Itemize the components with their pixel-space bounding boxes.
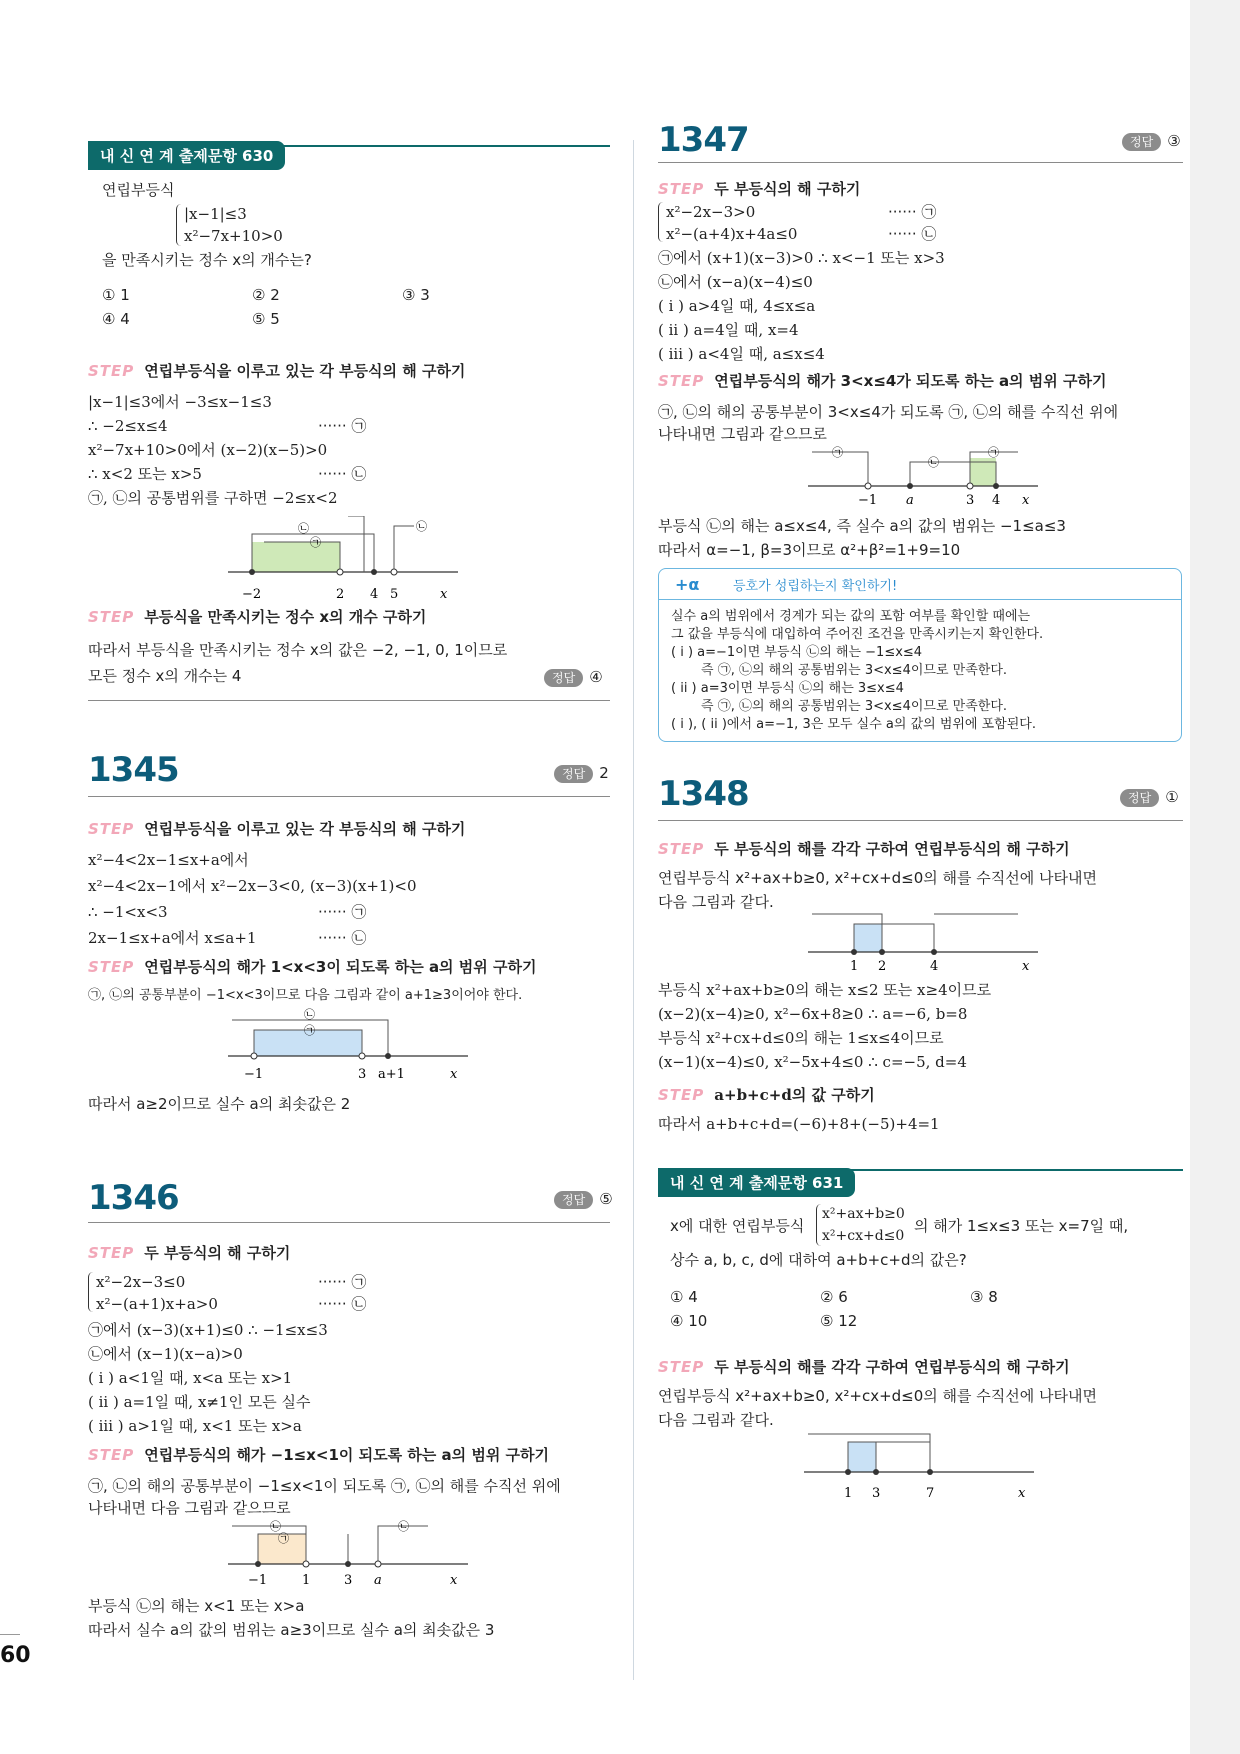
step-a-heading <box>88 818 465 839</box>
solution-region <box>252 542 340 572</box>
open-point <box>967 483 973 489</box>
answer-value: 2 <box>599 764 609 782</box>
section-rule <box>658 162 1183 163</box>
option-2: ② 2 <box>252 286 280 304</box>
number-line-diagram <box>228 1520 468 1574</box>
solution-line: ( iii ) a>1일 때, x<1 또는 x>a <box>88 1417 302 1435</box>
step-a-heading <box>88 360 465 381</box>
tick-label: 2 <box>878 959 887 974</box>
open-point <box>375 1561 381 1567</box>
mark-label: ······ ㉠ <box>888 203 937 221</box>
solution-line: 부등식 x²+ax+b≥0의 해는 x≤2 또는 x≥4이므로 <box>658 981 992 999</box>
problem-question: 을 만족시키는 정수 x의 개수는? <box>102 251 312 269</box>
solution-line: 다음 그림과 같다. <box>658 1411 774 1429</box>
answer-tag: 정답 <box>554 765 593 783</box>
answer-badge <box>544 668 603 687</box>
problem-question: x에 대한 연립부등식 <box>670 1217 805 1235</box>
step-a-heading <box>658 838 1070 859</box>
answer-tag: 정답 <box>1122 133 1161 151</box>
mark-label: ······ ㉡ <box>888 225 937 243</box>
step-title: 연립부등식을 이루고 있는 각 부등식의 해 구하기 <box>144 820 466 838</box>
tip-title: 등호가 성립하는지 확인하기! <box>733 579 898 594</box>
tick-label: x <box>1022 493 1030 508</box>
tick-label: −1 <box>244 1067 264 1082</box>
step-badge: STEP <box>658 372 705 390</box>
answer-tag: 정답 <box>554 1191 593 1209</box>
solution-line: ㉠에서 (x+1)(x−3)>0 ∴ x<−1 또는 x>3 <box>658 249 945 267</box>
open-point <box>337 569 343 575</box>
section-rule <box>88 1222 610 1223</box>
mark-label: ······ ㉡ <box>318 929 367 947</box>
tick-label: −1 <box>248 1573 268 1588</box>
closed-point <box>879 949 885 955</box>
closed-point <box>255 1561 261 1567</box>
option-3: ③ 8 <box>970 1288 998 1306</box>
tick-label: x <box>450 1573 458 1588</box>
step-title: a+b+c+d의 값 구하기 <box>714 1086 875 1104</box>
solution-line: ( iii ) a<4일 때, a≤x≤4 <box>658 345 825 363</box>
number-line-diagram <box>808 908 1038 960</box>
open-point <box>359 1053 365 1059</box>
solution-line: 다음 그림과 같다. <box>658 893 774 911</box>
conclusion-line: 따라서 실수 a의 값의 범위는 a≥3이므로 실수 a의 최솟값은 3 <box>88 1621 495 1639</box>
number-line-diagram <box>228 1008 468 1066</box>
option-1: ① 1 <box>102 286 130 304</box>
step-title: 두 부등식의 해 구하기 <box>144 1244 291 1262</box>
naesin-630-label: 내 신 연 계 출제문항 630 <box>88 141 285 170</box>
solution-line: ( ii ) a=1일 때, x≠1인 모든 실수 <box>88 1393 311 1411</box>
tip-line: 실수 a의 범위에서 경계가 되는 값의 포함 여부를 확인할 때에는 <box>671 609 1031 624</box>
section-rule <box>88 796 610 797</box>
answer-tag: 정답 <box>544 669 583 687</box>
option-4: ④ 4 <box>102 310 130 328</box>
step-badge: STEP <box>88 608 135 626</box>
region-label: ㉡ <box>928 456 939 469</box>
region-label: ㉠ <box>310 536 321 549</box>
option-5: ⑤ 12 <box>820 1312 858 1330</box>
conclusion-line: 따라서 부등식을 만족시키는 정수 x의 값은 −2, −1, 0, 1이므로 <box>88 641 508 659</box>
naesin-630-rule <box>278 145 610 147</box>
solution-line: x²−7x+10>0에서 (x−2)(x−5)>0 <box>88 441 328 459</box>
solution-line: ( ii ) a=4일 때, x=4 <box>658 321 799 339</box>
solution-line: 나타내면 다음 그림과 같으므로 <box>88 1499 291 1517</box>
region-label: ㉡ <box>304 1008 315 1021</box>
inequality-2: x²−(a+1)x+a>0 <box>96 1295 218 1313</box>
section-rule <box>658 820 1183 821</box>
step-badge: STEP <box>88 1244 135 1262</box>
problem-number: 1346 <box>88 1178 179 1218</box>
region-label: ㉡ <box>298 522 309 535</box>
region-label: ㉠ <box>278 1532 289 1545</box>
solution-line: x²−4<2x−1에서 x²−2x−3<0, (x−3)(x+1)<0 <box>88 877 417 895</box>
problem-question: 의 해가 1≤x≤3 또는 x=7일 때, <box>914 1217 1129 1235</box>
tip-header <box>659 569 1181 600</box>
inequality-1: x²−2x−3≤0 <box>96 1273 186 1291</box>
tip-box <box>658 568 1182 742</box>
number-line-ticks <box>228 584 458 604</box>
solution-line: 연립부등식 x²+ax+b≥0, x²+cx+d≤0의 해를 수직선에 나타내면 <box>658 1387 1097 1405</box>
number-line-ticks <box>228 1570 468 1590</box>
page-edge <box>1190 0 1240 1754</box>
answer-value: ④ <box>589 668 603 686</box>
solution-line: 부등식 x²+cx+d≤0의 해는 1≤x≤4이므로 <box>658 1029 944 1047</box>
closed-point <box>371 569 377 575</box>
region-label: ㉡ <box>416 520 427 533</box>
tick-label: 1 <box>302 1573 311 1588</box>
number-line-diagram <box>228 516 458 586</box>
closed-point <box>385 1053 391 1059</box>
step-title: 연립부등식의 해가 −1≤x<1이 되도록 하는 a의 범위 구하기 <box>144 1446 550 1464</box>
solution-line: ㉠에서 (x−3)(x+1)≤0 ∴ −1≤x≤3 <box>88 1321 328 1339</box>
option-2: ② 6 <box>820 1288 848 1306</box>
solution-line: ( i ) a<1일 때, x<a 또는 x>1 <box>88 1369 293 1387</box>
step-badge: STEP <box>88 958 135 976</box>
solution-line: 나타내면 그림과 같으므로 <box>658 425 827 443</box>
number-line-ticks <box>804 1484 1034 1500</box>
conclusion-line: 따라서 α=−1, β=3이므로 α²+β²=1+9=10 <box>658 541 961 559</box>
tick-label: 3 <box>966 493 975 508</box>
solution-line: |x−1|≤3에서 −3≤x−1≤3 <box>88 393 272 411</box>
conclusion-line: 모든 정수 x의 개수는 4 <box>88 667 242 685</box>
inequality-2: x²+cx+d≤0 <box>822 1228 905 1244</box>
tick-label: 3 <box>358 1067 367 1082</box>
problem-number: 1345 <box>88 750 179 790</box>
step-badge: STEP <box>658 180 705 198</box>
tick-label: 3 <box>872 1486 881 1500</box>
step-badge: STEP <box>88 1446 135 1464</box>
tip-line: ( i ), ( ii )에서 a=−1, 3은 모두 실수 a의 값의 범위에 포함된다. <box>671 717 1036 732</box>
conclusion-line: 부등식 ㉡의 해는 a≤x≤4, 즉 실수 a의 값의 범위는 −1≤a≤3 <box>658 517 1066 535</box>
tick-label: −2 <box>242 587 262 602</box>
option-4: ④ 10 <box>670 1312 708 1330</box>
column-divider <box>633 140 634 1680</box>
tick-label: 4 <box>992 493 1001 508</box>
solution-region <box>854 924 882 952</box>
number-line-svg <box>804 1428 1034 1480</box>
option-5: ⑤ 5 <box>252 310 280 328</box>
problem-intro: 연립부등식 <box>102 181 175 199</box>
tick-label: x <box>1018 1486 1026 1500</box>
closed-point <box>907 483 913 489</box>
tick-label: −1 <box>858 493 878 508</box>
tick-label: a <box>906 493 914 508</box>
answer-badge <box>1120 788 1179 807</box>
solution-line: x²−4<2x−1≤x+a에서 <box>88 851 249 869</box>
step-a-heading <box>658 1356 1070 1377</box>
option-1: ① 4 <box>670 1288 698 1306</box>
region-label: ㉡ <box>398 1520 409 1533</box>
conclusion-line: 따라서 a≥2이므로 실수 a의 최솟값은 2 <box>88 1095 351 1113</box>
step-title: 두 부등식의 해 구하기 <box>714 180 861 198</box>
tip-line: 즉 ㉠, ㉡의 해의 공통범위는 3<x≤4이므로 만족한다. <box>701 663 1008 678</box>
naesin-631-label: 내 신 연 계 출제문항 631 <box>658 1168 855 1197</box>
tick-label: a <box>374 1573 382 1588</box>
step-b-heading <box>88 606 426 627</box>
page-number-rule <box>0 1634 20 1635</box>
tick-label: 1 <box>850 959 859 974</box>
step-badge: STEP <box>88 820 135 838</box>
tip-line: ( i ) a=−1이면 부등식 ㉡의 해는 −1≤x≤4 <box>671 645 923 660</box>
solution-line: ∴ −1<x<3 <box>88 903 168 921</box>
answer-value: ③ <box>1167 132 1181 150</box>
solution-region <box>848 1442 876 1472</box>
step-badge: STEP <box>658 840 705 858</box>
system-brace <box>88 1272 93 1312</box>
tick-label: x <box>440 587 448 602</box>
step-title: 연립부등식의 해가 3<x≤4가 되도록 하는 a의 범위 구하기 <box>714 372 1107 390</box>
page-number: 60 <box>0 1643 31 1668</box>
step-b-heading <box>658 370 1106 391</box>
tick-label: 4 <box>930 959 939 974</box>
region-outline <box>394 526 414 572</box>
region-outline <box>348 516 364 572</box>
step-title: 부등식을 만족시키는 정수 x의 개수 구하기 <box>144 608 427 626</box>
closed-point <box>931 949 937 955</box>
solution-line: (x−1)(x−4)≤0, x²−5x+4≤0 ∴ c=−5, d=4 <box>658 1053 967 1071</box>
open-point <box>251 1053 257 1059</box>
system-brace <box>176 204 181 246</box>
tick-label: a+1 <box>378 1067 405 1082</box>
tick-label: x <box>450 1067 458 1082</box>
tick-label: 2 <box>336 587 345 602</box>
tick-label: x <box>1022 959 1030 974</box>
inequality-1: x²+ax+b≥0 <box>822 1206 905 1222</box>
closed-point <box>873 1469 879 1475</box>
step-b-heading <box>658 1084 875 1105</box>
answer-value: ① <box>1165 788 1179 806</box>
number-line-ticks <box>808 490 1038 510</box>
step-title: 연립부등식의 해가 1<x<3이 되도록 하는 a의 범위 구하기 <box>144 958 537 976</box>
step-badge: STEP <box>88 362 135 380</box>
mark-label: ······ ㉡ <box>318 465 367 483</box>
problem-number: 1347 <box>658 120 749 160</box>
solution-line: 2x−1≤x+a에서 x≤a+1 <box>88 929 257 947</box>
region-label: ㉠ <box>832 446 843 459</box>
solution-line: ㉠, ㉡의 해의 공통부분이 3<x≤4가 되도록 ㉠, ㉡의 해를 수직선 위에 <box>658 403 1119 421</box>
inequality-2: x²−7x+10>0 <box>184 227 283 245</box>
conclusion-line: 따라서 a+b+c+d=(−6)+8+(−5)+4=1 <box>658 1115 940 1133</box>
solution-line: (x−2)(x−4)≥0, x²−6x+8≥0 ∴ a=−6, b=8 <box>658 1005 968 1023</box>
system-brace <box>658 202 663 242</box>
inequality-2: x²−(a+4)x+4a≤0 <box>666 225 798 243</box>
tip-line: ( ii ) a=3이면 부등식 ㉡의 해는 3≤x≤4 <box>671 681 904 696</box>
number-line-ticks <box>808 956 1038 976</box>
answer-value: ⑤ <box>599 1190 613 1208</box>
tick-label: 3 <box>344 1573 353 1588</box>
solution-line: ㉡에서 (x−a)(x−4)≤0 <box>658 273 813 291</box>
solution-line: ㉡에서 (x−1)(x−a)>0 <box>88 1345 243 1363</box>
number-line-ticks <box>228 1064 468 1084</box>
solution-line: ( i ) a>4일 때, 4≤x≤a <box>658 297 816 315</box>
tick-label: 1 <box>844 1486 853 1500</box>
step-title: 두 부등식의 해를 각각 구하여 연립부등식의 해 구하기 <box>714 840 1070 858</box>
mark-label: ······ ㉠ <box>318 417 367 435</box>
region-label: ㉡ <box>270 1520 281 1533</box>
step-a-heading <box>658 178 860 199</box>
inequality-1: x²−2x−3>0 <box>666 203 756 221</box>
number-line-diagram <box>808 446 1038 494</box>
naesin-631-rule <box>846 1169 1183 1171</box>
section-rule <box>88 700 610 701</box>
solution-line: ㉠, ㉡의 해의 공통부분이 −1≤x<1이 되도록 ㉠, ㉡의 해를 수직선 위에 <box>88 1477 561 1495</box>
solution-line: 연립부등식 x²+ax+b≥0, x²+cx+d≤0의 해를 수직선에 나타내면 <box>658 869 1097 887</box>
step-title: 두 부등식의 해를 각각 구하여 연립부등식의 해 구하기 <box>714 1358 1070 1376</box>
closed-point <box>927 1469 933 1475</box>
tip-line: 즉 ㉠, ㉡의 해의 공통범위는 3<x≤4이므로 만족한다. <box>701 699 1008 714</box>
mark-label: ······ ㉠ <box>318 903 367 921</box>
solution-line: ㉠, ㉡의 공통범위를 구하면 −2≤x<2 <box>88 489 338 507</box>
solution-line: ∴ x<2 또는 x>5 <box>88 465 202 483</box>
closed-point <box>345 1561 351 1567</box>
tip-badge: +α <box>675 575 700 594</box>
closed-point <box>845 1469 851 1475</box>
answer-badge <box>1122 132 1181 151</box>
problem-number: 1348 <box>658 774 749 814</box>
region-label: ㉠ <box>304 1024 315 1037</box>
closed-point <box>249 569 255 575</box>
mark-label: ······ ㉠ <box>318 1273 367 1291</box>
answer-badge <box>554 764 609 783</box>
tick-label: 5 <box>390 587 399 602</box>
inequality-1: |x−1|≤3 <box>184 205 247 223</box>
option-3: ③ 3 <box>402 286 430 304</box>
step-title: 연립부등식을 이루고 있는 각 부등식의 해 구하기 <box>144 362 466 380</box>
solution-line: ㉠, ㉡의 공통부분이 −1<x<3이므로 다음 그림과 같이 a+1≥3이어야 한다. <box>88 988 523 1003</box>
open-point <box>303 1561 309 1567</box>
problem-question: 상수 a, b, c, d에 대하여 a+b+c+d의 값은? <box>670 1251 967 1269</box>
solution-line: ∴ −2≤x≤4 <box>88 417 168 435</box>
step-badge: STEP <box>658 1086 705 1104</box>
region-label: ㉠ <box>988 446 999 459</box>
conclusion-line: 부등식 ㉡의 해는 x<1 또는 x>a <box>88 1597 305 1615</box>
step-badge: STEP <box>658 1358 705 1376</box>
number-line-diagram <box>804 1428 1034 1500</box>
mark-label: ······ ㉡ <box>318 1295 367 1313</box>
closed-point <box>993 483 999 489</box>
tick-label: 7 <box>926 1486 935 1500</box>
step-b-heading <box>88 956 536 977</box>
open-point <box>391 569 397 575</box>
closed-point <box>851 949 857 955</box>
step-a-heading <box>88 1242 290 1263</box>
system-brace <box>816 1204 821 1246</box>
answer-badge <box>554 1190 613 1209</box>
answer-tag: 정답 <box>1120 789 1159 807</box>
step-b-heading <box>88 1444 549 1465</box>
tip-line: 그 값을 부등식에 대입하여 주어진 조건을 만족시키는지 확인한다. <box>671 627 1044 642</box>
open-point <box>865 483 871 489</box>
tick-label: 4 <box>370 587 379 602</box>
